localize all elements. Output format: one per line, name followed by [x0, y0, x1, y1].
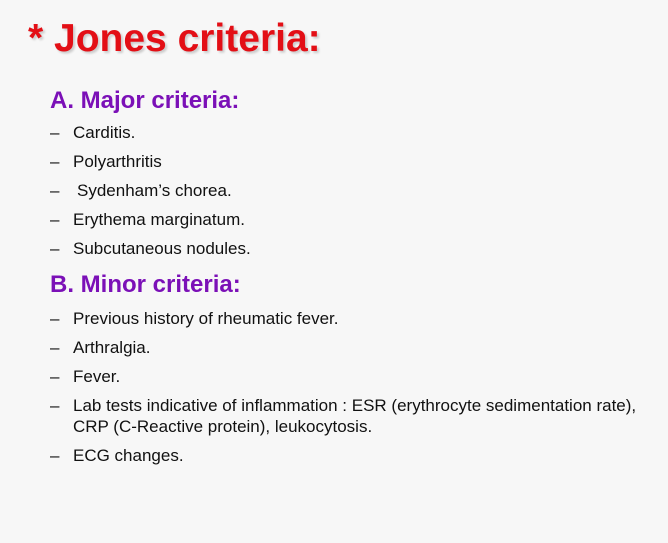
- dash-icon: –: [50, 152, 60, 171]
- dash-icon: –: [50, 309, 60, 328]
- list-item: [50, 180, 650, 201]
- list-item: [50, 366, 650, 387]
- list-item: [50, 122, 650, 143]
- minor-item-text: Lab tests indicative of inflammation : ESR (erythrocyte sedimentation rate), CRP (C-Reactive protein), leukocytosis.: [73, 396, 637, 436]
- dash-icon: –: [50, 210, 60, 229]
- major-item-text: Erythema marginatum.: [73, 210, 245, 229]
- dash-icon: –: [50, 181, 60, 200]
- dash-icon: –: [50, 338, 60, 357]
- major-criteria-heading: A. Major criteria:: [50, 87, 240, 114]
- major-criteria-list: [50, 122, 650, 267]
- list-item: [50, 337, 650, 358]
- dash-icon: –: [50, 367, 60, 386]
- major-item-text: Subcutaneous nodules.: [73, 239, 251, 258]
- list-item: [50, 308, 650, 329]
- dash-icon: –: [50, 239, 60, 258]
- minor-item-text: Arthralgia.: [73, 338, 151, 357]
- minor-item-text: Previous history of rheumatic fever.: [73, 309, 339, 328]
- page-title: * Jones criteria:: [28, 17, 321, 60]
- dash-icon: –: [50, 396, 60, 415]
- major-item-text: Carditis.: [73, 123, 136, 142]
- major-item-text: Polyarthritis: [73, 152, 162, 171]
- dash-icon: –: [50, 123, 60, 142]
- dash-icon: –: [50, 446, 60, 465]
- list-item: [50, 445, 650, 466]
- list-item: [50, 209, 650, 230]
- minor-criteria-heading: B. Minor criteria:: [50, 271, 241, 298]
- list-item: [50, 395, 650, 437]
- major-item-text: Sydenham’s chorea.: [77, 181, 232, 200]
- list-item: [50, 151, 650, 172]
- minor-item-text: ECG changes.: [73, 446, 184, 465]
- list-item: [50, 238, 650, 259]
- minor-criteria-list: [50, 308, 650, 474]
- minor-item-text: Fever.: [73, 367, 121, 386]
